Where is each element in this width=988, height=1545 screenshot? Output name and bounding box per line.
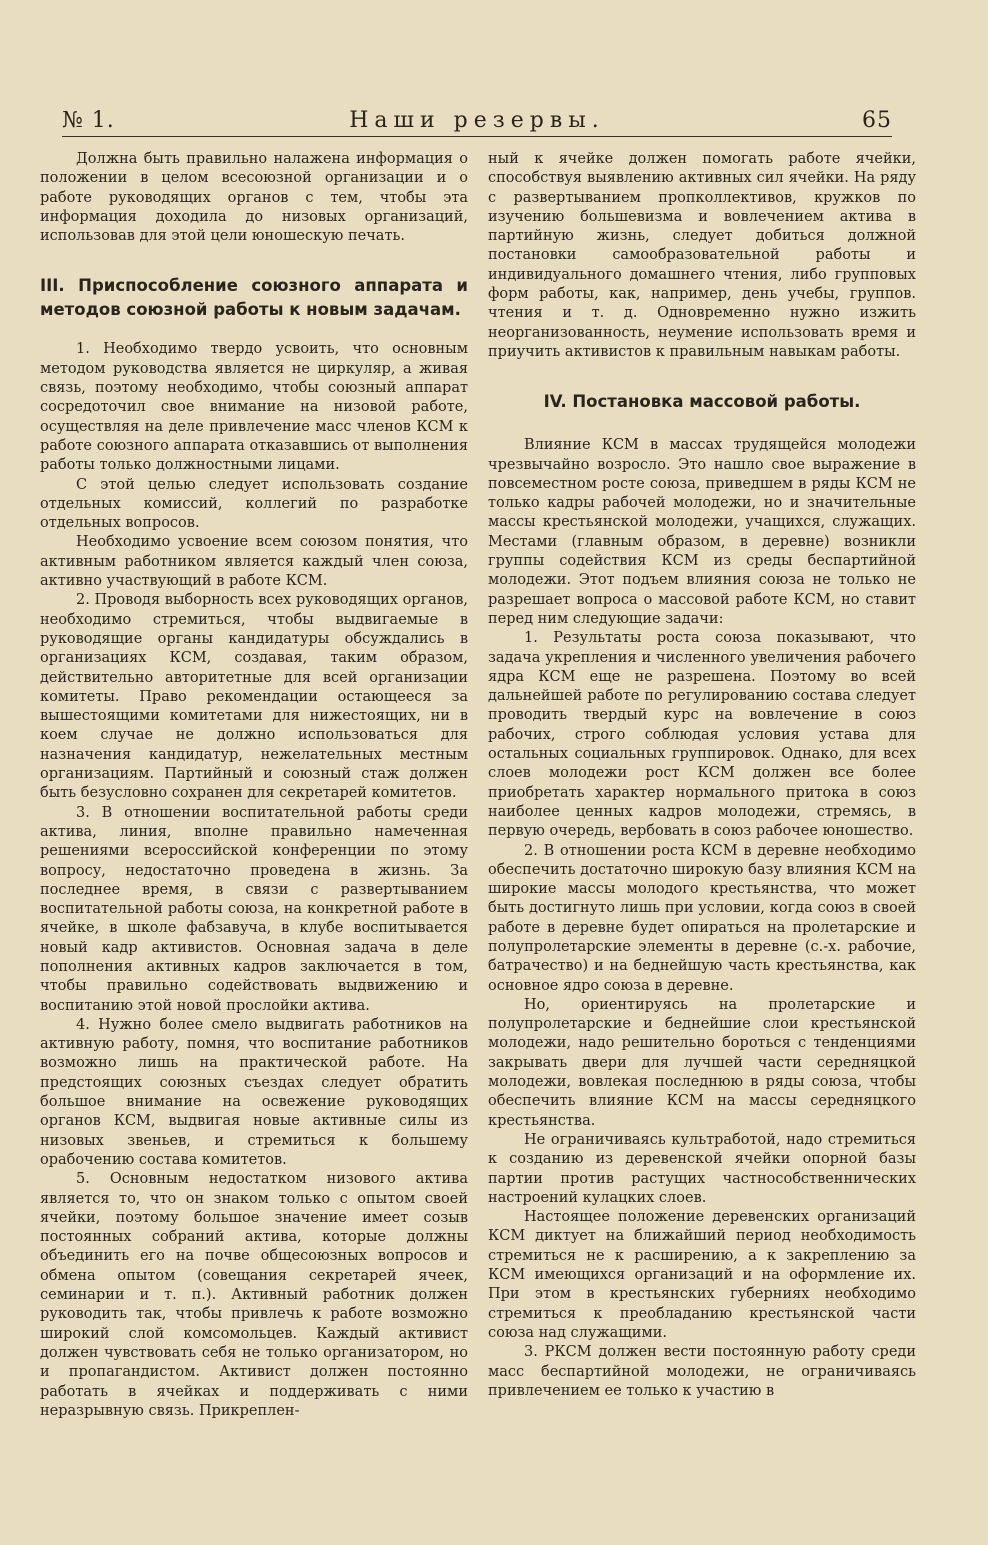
header-rule	[62, 136, 892, 137]
journal-title: Наши резервы.	[349, 108, 605, 133]
paragraph: 2. Проводя выборность всех руководящих органов, необходимо стремиться, чтобы выдвигаемые в руководящие органы кандидатуры обсуждались в организациях КСМ, создавая, таким образом, действительно авторитетные для всей организации комитеты. Право рекомендации остающееся за вышестоящими комитетами для нижестоящих, ни в коем случае не должно использоваться для назначения кандидатур, нежелательных местным организациям. Партийный и союзный стаж должен быть безусловно сохранен для секретарей комитетов.	[40, 592, 468, 802]
paragraph: 5. Основным недостатком низового актива является то, что он знаком только с опытом своей ячейки, поэтому большое значение имеет созыв постоянных собраний актива, которые должны объединить его на почве общесоюзных вопросов и обмена опытом (совещания секретарей ячеек, семинарии и т. п.). Активный работник должен руководить так, чтобы привлечь к работе возможно широкий слой комсомольцев. Каждый активист должен чувствовать себя не только организатором, но и пропагандистом. Активист должен постоянно работать в ячейках и поддерживать с ними неразрывную связь. Прикреплен-	[40, 1171, 468, 1419]
section-heading-iii: III. Приспособление союзного аппарата и методов союзной работы к новым задачам.	[40, 276, 468, 320]
paragraph: Необходимо усвоение всем союзом понятия, что активным работником является каждый член союза, активно участвующий в работе КСМ.	[40, 534, 468, 590]
issue-number: № 1.	[62, 108, 115, 133]
paragraph: ный к ячейке должен помогать работе ячейки, способствуя выявлению активных сил ячейки. На ряду с развертыванием пропколлективов, кружков по изучению большевизма и вовлечением актива в партийную жизнь, следует добиться должной постановки самообразовательной работы и индивидуального домашнего чтения, либо групповых форм работы, как, например, день учебы, группов. чтения и т. д. Одновременно нужно изжить неорганизованность, неумение использовать время и приучить активистов к правильным навыкам работы.	[488, 151, 916, 360]
paragraph: 4. Нужно более смело выдвигать работников на активную работу, помня, что воспитание работников возможно лишь на практической работе. На предстоящих союзных съездах следует обратить большое внимание на освежение руководящих органов КСМ, выдвигая новые активные силы из низовых звеньев, и стремиться к большему орабочению состава комитетов.	[40, 1016, 468, 1168]
paragraph: Должна быть правильно налажена информация о положении в целом всесоюзной организации и о работе руководящих органов с тем, чтобы эта информация доходила до низовых организаций, использовав для этой цели юношескую печать.	[40, 151, 468, 245]
paragraph: Но, ориентируясь на пролетарские и полупролетарские и беднейшие слои крестьянской молодежи, надо решительно бороться с тенденциями закрывать двери для лучшей части середняцкой молодежи, вовлекая последнюю в ряды союза, чтобы обеспечить влияние КСМ на массы середняцкого крестьянства.	[488, 996, 916, 1129]
running-header	[62, 108, 892, 138]
paragraph: 1. Результаты роста союза показывают, что задача укрепления и численного увеличения рабочего ядра КСМ еще не разрешена. Поэтому во всей дальнейшей работе по регулированию состава следует проводить твердый курс на вовлечение в союз рабочих, строго соблюдая условия устава для остальных социальных группировок. Однако, для всех слоев молодежи рост КСМ должен все более приобретать характер нормального притока в союз наиболее ценных кадров молодежи, стремясь, в первую очередь, вербовать в союз рабочее юношество.	[488, 630, 916, 840]
paragraph: Настоящее положение деревенских организаций КСМ диктует на ближайший период необходимость стремиться не к расширению, а к закреплению за КСМ имеющихся организаций и на оформление их. При этом в крестьянских губерниях необходимо стремиться к преобладанию крестьянской части союза над служащими.	[488, 1209, 916, 1341]
left-column	[40, 150, 468, 1421]
paragraph: Не ограничиваясь культработой, надо стремиться к созданию из деревенской ячейки опорной базы партии против растущих частнособственнических настроений кулацких слоев.	[488, 1131, 916, 1206]
paragraph: 3. В отношении воспитательной работы среди актива, линия, вполне правильно намеченная решениями всероссийской конференции по этому вопросу, недостаточно проведена в жизнь. За последнее время, в связи с развертыванием воспитательной работы союза, на конкретной работе в ячейке, в школе фабзавуча, в клубе воспитывается новый кадр активистов. Основная задача в деле пополнения активных кадров заключается в том, чтобы правильно содействовать выдвижению и воспитанию этой новой прослойки актива.	[40, 804, 468, 1014]
right-column	[488, 150, 916, 1401]
paragraph: Влияние КСМ в массах трудящейся молодежи чрезвычайно возросло. Это нашло свое выражение в повсеместном росте союза, приведшем в ряды КСМ не только кадры рабочей молодежи, но и значительные массы крестьянской молодежи, учащихся, служащих. Местами (главным образом, в деревне) возникли группы содействия КСМ из среды беспартийной молодежи. Этот подъем влияния союза не только не разрешает вопроса о массовой работе КСМ, но ставит перед ним следующие задачи:	[488, 437, 916, 627]
paragraph: 1. Необходимо твердо усвоить, что основным методом руководства является не циркуляр, а живая связь, поэтому необходимо, чтобы союзный аппарат сосредоточил свое внимание на низовой работе, осуществляя на деле привлечение масс членов КСМ к работе союзного аппарата отказавшись от выполнения работы только должностными лицами.	[40, 341, 468, 474]
paragraph: 2. В отношении роста КСМ в деревне необходимо обеспечить достаточно широкую базу влияния КСМ на широкие массы молодого крестьянства, что может быть достигнуто лишь при условии, когда союз в своей работе в деревне будет опираться на пролетарские и полупролетарские элементы в деревне (с.-х. рабочие, батрачество) и на беднейшую часть крестьянства, как основное ядро союза в деревне.	[488, 842, 916, 994]
paragraph: 3. РКСМ должен вести постоянную работу среди масс беспартийной молодежи, не ограничиваясь привлечением ее только к участию в	[488, 1344, 916, 1399]
section-heading-iv: IV. Постановка массовой работы.	[543, 392, 861, 412]
paragraph: С этой целью следует использовать создание отдельных комиссий, коллегий по разработке отдельных вопросов.	[40, 476, 468, 532]
page-number: 65	[862, 108, 892, 133]
